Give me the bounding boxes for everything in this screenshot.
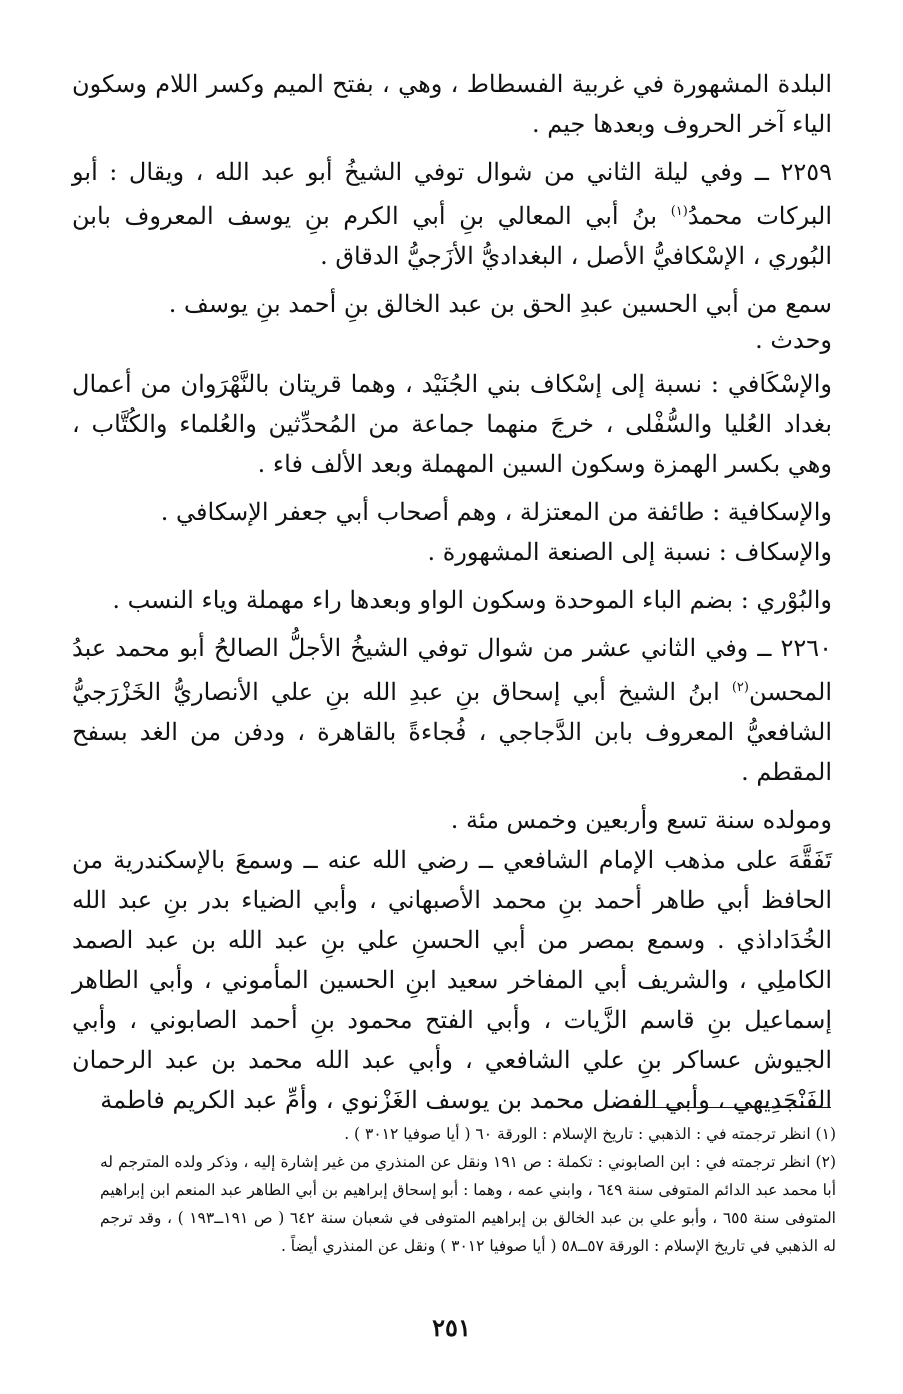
paragraph-11: تَفَقَّهَ على مذهب الإمام الشافعي ــ رضي الله عنه ــ وسمعَ بالإسكندرية من الحافظ أبي طاهر أحمد بنِ محمد الأصبهاني ، وأبي الضياء بدر بنِ عبد الله الخُدَاداذي . وسمع بمصر من أبي الحسنِ علي بنِ عبد الله بن عبد الصمد الكاملِي ، والشريف أبي المفاخر سعيد ابنِ الحسين المأموني ، وأبي الطاهر إسماعيل بنِ قاسم الزَّيات ، وأبي الفتح محمود بنِ أحمد الصابوني ، وأبي الجيوش عساكر بنِ علي الشافعي ، وأبي عبد الله محمد بن عبد الرحمان الفَنْجَدِيهي ، وأبي الفضل محمد بن يوسف الغَزْنوي ، وأمِّ عبد الكريم فاطمة <box>72 846 833 1114</box>
main-text <box>72 64 832 1128</box>
entry-2260-head: ٢٢٦٠ ــ وفي الثاني عشر من شوال توفي الشيخُ الأجلُّ الصالحُ أبو محمد عبدُ المحسن <box>72 634 832 706</box>
entry-2259-head: ٢٢٥٩ ــ وفي ليلة الثاني من شوال توفي الشيخُ أبو عبد الله ، ويقال : أبو البركات محمدُ <box>72 158 833 230</box>
paragraph-10: ومولده سنة تسع وأربعين وخمس مئة . <box>450 806 832 834</box>
entry-2260-body: ابنُ الشيخ أبي إسحاق بنِ عبدِ الله بنِ علي الأنصاريُّ الخَزْرَجيُّ الشافعيُّ المعروف بابن الدَّجاجي ، فُجاءةً بالقاهرة ، ودفن من الغد بسفح المقطم . <box>72 678 832 786</box>
footnote-ref-2: (٢) <box>731 680 749 695</box>
footnote-2: (٢) انظر ترجمته في : ابن الصابوني : تكملة : ص ١٩١ ونقل عن المنذري من غير إشارة إليه ، وذكر ولده المترجم له أبا محمد عبد الدائم المتوفى سنة ٦٤٩ ، وابني عمه ، وهما : أبو إسحاق إبراهيم بن أبي الطاهر عبد المنعم ابن إبراهيم المتوفى سنة ٦٥٥ ، وأبو علي بن عبد الخالق بن إبراهيم المتوفى في شعبان سنة ٦٤٢ ( ص ١٩١ــ١٩٣ ) ، وقد ترجم له الذهبي في تاريخ الإسلام : الورقة ٥٧ــ٥٨ ( أيا صوفيا ٣٠١٢ ) ونقل عن المنذري أيضاً . <box>100 1153 836 1255</box>
footnote-divider <box>616 1107 831 1108</box>
paragraph-7: والإسكاف : نسبة إلى الصنعة المشهورة . <box>427 538 832 566</box>
paragraph-1: البلدة المشهورة في غربية الفسطاط ، وهي ، بفتح الميم وكسر اللام وسكون الياء آخر الحروف وبعدها جيم . <box>72 70 832 138</box>
paragraph-6: والإسكافية : طائفة من المعتزلة ، وهم أصحاب أبي جعفر الإسكافي . <box>160 498 832 526</box>
entry-2259-body: بنُ أبي المعالي بنِ أبي الكرم بنِ يوسف المعروف بابن البُوري ، الإسْكافيُّ الأصل ، البغداديُّ الأزَجيُّ الدقاق . <box>72 202 832 270</box>
entry-2260 <box>72 628 832 792</box>
footnote-1: (١) انظر ترجمته في : الذهبي : تاريخ الإسلام : الورقة ٦٠ ( أيا صوفيا ٣٠١٢ ) . <box>344 1125 836 1143</box>
paragraph-4: وحدث . <box>755 326 832 354</box>
footnote-ref-1: (١) <box>670 204 688 219</box>
page-number: ٢٥١ <box>432 1313 471 1342</box>
paragraph-8: والبُوْري : بضم الباء الموحدة وسكون الواو وبعدها راء مهملة وياء النسب . <box>112 586 832 614</box>
paragraph-5: والإسْكَافي : نسبة إلى إسْكاف بني الجُنَيْد ، وهما قريتان بالنَّهْرَوان من أعمال بغداد العُليا والسُّفْلى ، خرجَ منهما جماعة من المُحدِّثين والعُلماء والكُتَّاب ، وهي بكسر الهمزة وسكون السين المهملة وبعد الألف فاء . <box>72 370 832 478</box>
footnotes <box>100 1120 836 1260</box>
entry-2259 <box>72 152 832 276</box>
paragraph-3: سمع من أبي الحسين عبدِ الحق بن عبد الخالق بنِ أحمد بنِ يوسف . <box>168 290 832 318</box>
